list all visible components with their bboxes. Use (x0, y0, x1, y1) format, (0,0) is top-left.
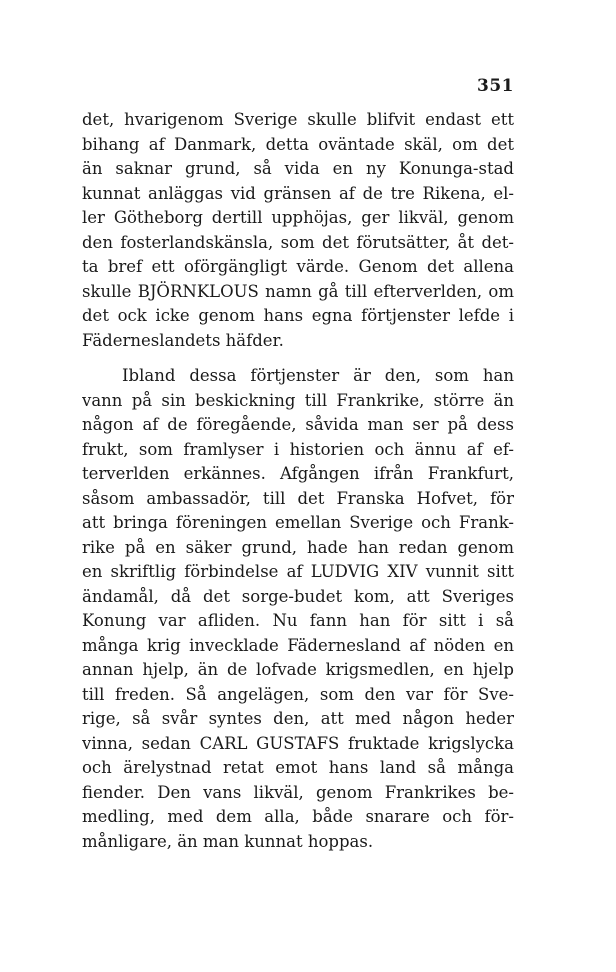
text-line: det, hvarigenom Sverige skulle blifvit endast ett (82, 110, 514, 129)
text-line: medling, med dem alla, både snarare och för- (82, 807, 514, 826)
text-line: en skriftlig förbindelse af LUDVIG XIV vunnit sitt (82, 562, 514, 581)
text-line: Konung var afliden. Nu fann han för sitt i så (82, 611, 514, 630)
text-line: vinna, sedan CARL GUSTAFS fruktade krigslycka (82, 733, 514, 753)
text-line: skulle BJÖRNKLOUS namn gå till efterverlden, om (82, 281, 514, 301)
text-line: den fosterlandskänsla, som det förutsätter, åt det- (82, 232, 514, 252)
text-line: att bringa föreningen emellan Sverige och Frank- (82, 513, 514, 532)
page-number: 351 (477, 76, 514, 96)
text-line: och ärelystnad retat emot hans land så många (82, 758, 514, 777)
text-line: frukt, som framlyser i historien och ännu af ef- (82, 439, 514, 459)
text-line: såsom ambassadör, till det Franska Hofvet, för (82, 488, 514, 508)
text-line: rige, så svår syntes den, att med någon heder (82, 709, 514, 728)
text-line: ler Götheborg dertill upphöjas, ger likväl, genom (82, 208, 514, 227)
text-line: än saknar grund, så vida en ny Konunga-stad (82, 159, 514, 178)
text-line: månligare, än man kunnat hoppas. (82, 831, 374, 851)
text-line: många krig invecklade Fädernesland af nöden en (82, 635, 514, 655)
text-line: bihang af Danmark, detta oväntade skäl, om det (82, 134, 514, 154)
text-line: vann på sin beskickning till Frankrike, större än (82, 390, 514, 410)
paragraph-2 (82, 364, 514, 854)
text-line: det ock icke genom hans egna förtjenster lefde i (82, 306, 514, 325)
text-line: Fäderneslandets häfder. (82, 330, 284, 350)
text-line: kunnat anläggas vid gränsen af de tre Rikena, el- (82, 183, 514, 203)
text-line: någon af de föregående, såvida man ser på dess (82, 415, 514, 434)
text-line: ta bref ett oförgängligt värde. Genom det allena (82, 257, 514, 276)
text-line: annan hjelp, än de lofvade krigsmedlen, en hjelp (82, 660, 514, 679)
text-line: ändamål, då det sorge-budet kom, att Sveriges (82, 586, 514, 606)
text-line: terverlden erkännes. Afgången ifrån Frankfurt, (82, 464, 514, 483)
text-line: Ibland dessa förtjenster är den, som han (122, 366, 514, 385)
text-line: fiender. Den vans likväl, genom Frankrikes be- (82, 782, 514, 802)
text-line: till freden. Så angelägen, som den var för Sve- (82, 684, 514, 704)
text-line: rike på en säker grund, hade han redan genom (82, 537, 514, 557)
paragraph-1 (82, 108, 514, 353)
